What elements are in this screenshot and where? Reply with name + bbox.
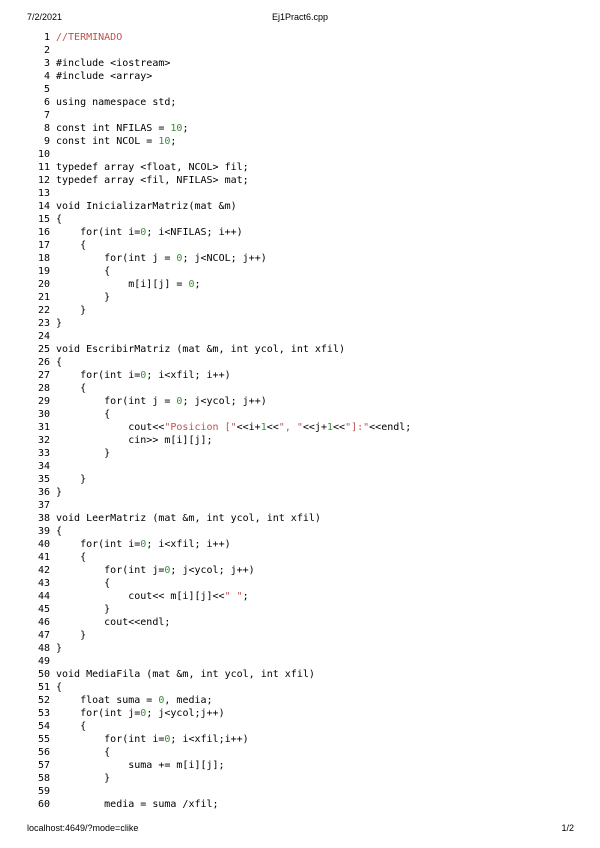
code-text [50,57,170,70]
code-line [30,473,590,486]
code-token: ; [170,136,177,147]
code-line [30,785,590,798]
code-line [30,733,590,746]
code-token: using namespace std; [56,97,177,108]
code-text [50,551,86,564]
line-number: 7 [43,110,50,121]
code-text [50,408,110,421]
code-line [30,772,590,785]
code-token: { [56,383,87,394]
code-token: ; i<xfil; i++) [146,539,231,550]
code-token: suma += m[i][j]; [56,760,225,771]
line-number: 12 [37,175,50,186]
code-token: 0 [140,708,147,719]
code-token: ; j<ycol; j++) [170,565,255,576]
code-line [30,447,590,460]
code-text [50,356,62,369]
line-number: 44 [37,591,50,602]
code-line [30,135,590,148]
code-text [50,421,411,434]
code-token: 1 [326,422,334,433]
code-text [50,200,237,213]
code-line [30,291,590,304]
code-line [30,239,590,252]
code-token: } [56,773,111,784]
code-token: 0 [164,734,171,745]
line-number: 39 [37,526,50,537]
line-number: 13 [37,188,50,199]
line-number: 21 [37,292,50,303]
code-text [50,733,249,746]
code-line [30,161,590,174]
code-text [50,564,255,577]
line-number: 35 [37,474,50,485]
code-token: ; [194,279,201,290]
code-line [30,174,590,187]
code-line [30,200,590,213]
line-number: 19 [37,266,50,277]
code-line [30,83,590,96]
code-token: { [56,552,87,563]
line-number: 50 [37,669,50,680]
code-line [30,252,590,265]
code-token: 0 [164,565,171,576]
line-number: 51 [37,682,50,693]
line-number: 41 [37,552,50,563]
code-text [50,213,62,226]
code-token: } [56,305,87,316]
line-number: 56 [37,747,50,758]
code-token: #include <iostream> [56,58,171,69]
code-text [50,486,62,499]
code-line [30,44,590,57]
line-number: 25 [37,344,50,355]
line-number: 14 [37,201,50,212]
code-line [30,655,590,668]
code-text [50,369,231,382]
code-text [50,382,86,395]
line-number: 54 [37,721,50,732]
code-token: 0 [140,227,147,238]
code-text [50,278,201,291]
code-line [30,187,590,200]
code-text [50,629,86,642]
code-text [50,590,249,603]
code-token: for(int j = [56,396,177,407]
code-token: #include <array> [56,71,153,82]
line-number: 29 [37,396,50,407]
code-text [50,798,219,811]
code-text [50,720,86,733]
code-line [30,603,590,616]
line-number: 45 [37,604,50,615]
line-number: 5 [43,84,50,95]
line-number: 1 [43,32,50,43]
line-number: 55 [37,734,50,745]
code-line [30,616,590,629]
code-token: { [56,578,111,589]
code-token: ; j<NCOL; j++) [182,253,267,264]
line-number: 48 [37,643,50,654]
line-number: 15 [37,214,50,225]
line-number: 24 [37,331,50,342]
code-text [50,525,62,538]
code-token: 0 [176,253,183,264]
code-line [30,564,590,577]
code-line [30,642,590,655]
code-line [30,343,590,356]
code-token: for(int i= [56,539,141,550]
code-line [30,694,590,707]
code-token: for(int i= [56,734,165,745]
code-line [30,421,590,434]
code-token: , media; [164,695,213,706]
code-text [50,642,62,655]
line-number: 8 [43,123,50,134]
line-number: 18 [37,253,50,264]
code-token: ; [242,591,249,602]
line-number: 6 [43,97,50,108]
code-text [50,343,345,356]
code-token: ; i<NFILAS; i++) [146,227,243,238]
code-token: 0 [140,539,147,550]
code-token: for(int j= [56,708,141,719]
code-text [50,252,267,265]
code-token: { [56,721,87,732]
code-text [50,304,86,317]
code-line [30,512,590,525]
code-line [30,356,590,369]
code-line [30,525,590,538]
code-line [30,746,590,759]
code-line [30,70,590,83]
code-token: 10 [170,123,183,134]
code-token: } [56,448,111,459]
code-token: ; i<xfil; i++) [146,370,231,381]
line-number: 11 [37,162,50,173]
code-token: 0 [188,279,195,290]
line-number: 53 [37,708,50,719]
line-number: 23 [37,318,50,329]
code-text [50,707,225,720]
code-text [50,577,110,590]
line-number: 31 [37,422,50,433]
code-token: " " [224,591,243,602]
code-token: { [56,357,63,368]
code-line [30,213,590,226]
code-line [30,317,590,330]
code-text [50,694,213,707]
code-line [30,590,590,603]
code-text [50,473,86,486]
code-text [50,135,176,148]
code-token: "Posicion [" [164,422,237,433]
code-text [50,447,110,460]
line-number: 42 [37,565,50,576]
code-token: << [333,422,346,433]
code-token: //TERMINADO [56,32,123,43]
code-token: 0 [158,695,165,706]
line-number: 32 [37,435,50,446]
code-line [30,265,590,278]
code-line [30,408,590,421]
code-token: { [56,526,63,537]
code-token: ; j<ycol; j++) [182,396,267,407]
line-number: 10 [37,149,50,160]
code-token: cin>> m[i][j]; [56,435,213,446]
code-text [50,759,225,772]
code-token: } [56,292,111,303]
code-text [50,668,315,681]
code-token: ; j<ycol;j++) [146,708,225,719]
code-text [50,512,321,525]
code-text [50,161,249,174]
code-token: typedef array <float, NCOL> fil; [56,162,249,173]
code-token: void MediaFila (mat &m, int ycol, int xfil) [56,669,315,680]
code-token: for(int i= [56,227,141,238]
code-token: { [56,409,111,420]
code-text [50,603,110,616]
code-text [50,317,62,330]
code-line [30,369,590,382]
line-number: 16 [37,227,50,238]
code-line [30,486,590,499]
code-line [30,668,590,681]
code-token: << [266,422,279,433]
line-number: 36 [37,487,50,498]
code-line [30,109,590,122]
page-number: 1/2 [561,823,574,833]
code-token: const int NFILAS = [56,123,171,134]
code-line [30,278,590,291]
code-token: typedef array <fil, NFILAS> mat; [56,175,249,186]
code-token: ; [182,123,189,134]
code-token: for(int j= [56,565,165,576]
code-line [30,226,590,239]
code-line [30,57,590,70]
code-token: { [56,240,87,251]
code-text [50,226,243,239]
print-date: 7/2/2021 [27,12,63,22]
code-token: { [56,214,63,225]
line-number: 34 [37,461,50,472]
code-text [50,122,188,135]
code-line [30,681,590,694]
line-number: 3 [43,58,50,69]
code-token: cout<<endl; [56,617,171,628]
code-token: <<j+ [302,422,327,433]
line-number: 33 [37,448,50,459]
line-number: 37 [37,500,50,511]
code-token: 1 [260,422,267,433]
code-line [30,395,590,408]
code-line [30,499,590,512]
line-number: 20 [37,279,50,290]
line-number: 27 [37,370,50,381]
code-line [30,460,590,473]
code-token: m[i][j] = [56,279,189,290]
code-text [50,239,86,252]
code-token: { [56,682,63,693]
line-number: 46 [37,617,50,628]
line-number: 17 [37,240,50,251]
code-token: "]:" [345,422,370,433]
code-text [50,174,249,187]
code-listing [30,31,590,811]
code-token: 0 [176,396,183,407]
code-text [50,395,267,408]
code-line [30,707,590,720]
code-line [30,759,590,772]
code-line [30,551,590,564]
line-number: 38 [37,513,50,524]
line-number: 40 [37,539,50,550]
code-token: void EscribirMatriz (mat &m, int ycol, int xfil) [56,344,345,355]
code-line [30,434,590,447]
code-token: const int NCOL = [56,136,159,147]
line-number: 2 [43,45,50,56]
code-line [30,577,590,590]
code-token: float suma = [56,695,159,706]
code-line [30,122,590,135]
line-number: 26 [37,357,50,368]
code-text [50,772,110,785]
line-number: 49 [37,656,50,667]
code-line [30,382,590,395]
line-number: 9 [43,136,50,147]
code-text [50,31,122,44]
code-line [30,148,590,161]
code-text [50,681,62,694]
code-token: ", " [278,422,303,433]
line-number: 59 [37,786,50,797]
line-number: 22 [37,305,50,316]
line-number: 4 [43,71,50,82]
code-text [50,265,110,278]
code-token: } [56,487,63,498]
code-token: } [56,604,111,615]
code-token: cout<< [56,422,165,433]
code-line [30,538,590,551]
code-text [50,538,231,551]
code-line [30,798,590,811]
code-text [50,291,110,304]
code-line [30,629,590,642]
code-text [50,746,110,759]
code-line [30,720,590,733]
code-line [30,96,590,109]
code-text [50,96,176,109]
code-line [30,31,590,44]
code-token: 10 [158,136,171,147]
document-title: Ej1Pract6.cpp [271,12,329,22]
code-text [50,70,152,83]
code-token: { [56,266,111,277]
code-token: { [56,747,111,758]
code-token: } [56,643,63,654]
code-token: } [56,318,63,329]
code-token: media = suma /xfil; [56,799,219,810]
line-number: 47 [37,630,50,641]
code-token: } [56,474,87,485]
code-token: for(int j = [56,253,177,264]
line-number: 58 [37,773,50,784]
line-number: 60 [37,799,50,810]
page-url: localhost:4649/?mode=clike [27,823,139,833]
code-token: ; i<xfil;i++) [170,734,249,745]
code-line [30,304,590,317]
line-number: 52 [37,695,50,706]
line-number: 43 [37,578,50,589]
code-token: } [56,630,87,641]
line-number: 57 [37,760,50,771]
code-text [50,616,170,629]
code-token: <<i+ [236,422,261,433]
code-token: <<endl; [369,422,412,433]
line-number: 28 [37,383,50,394]
code-text [50,434,213,447]
code-token: void LeerMatriz (mat &m, int ycol, int xfil) [56,513,321,524]
code-token: cout<< m[i][j]<< [56,591,225,602]
code-token: for(int i= [56,370,141,381]
code-token: void InicializarMatriz(mat &m) [56,201,237,212]
code-line [30,330,590,343]
line-number: 30 [37,409,50,420]
code-token: 0 [140,370,147,381]
